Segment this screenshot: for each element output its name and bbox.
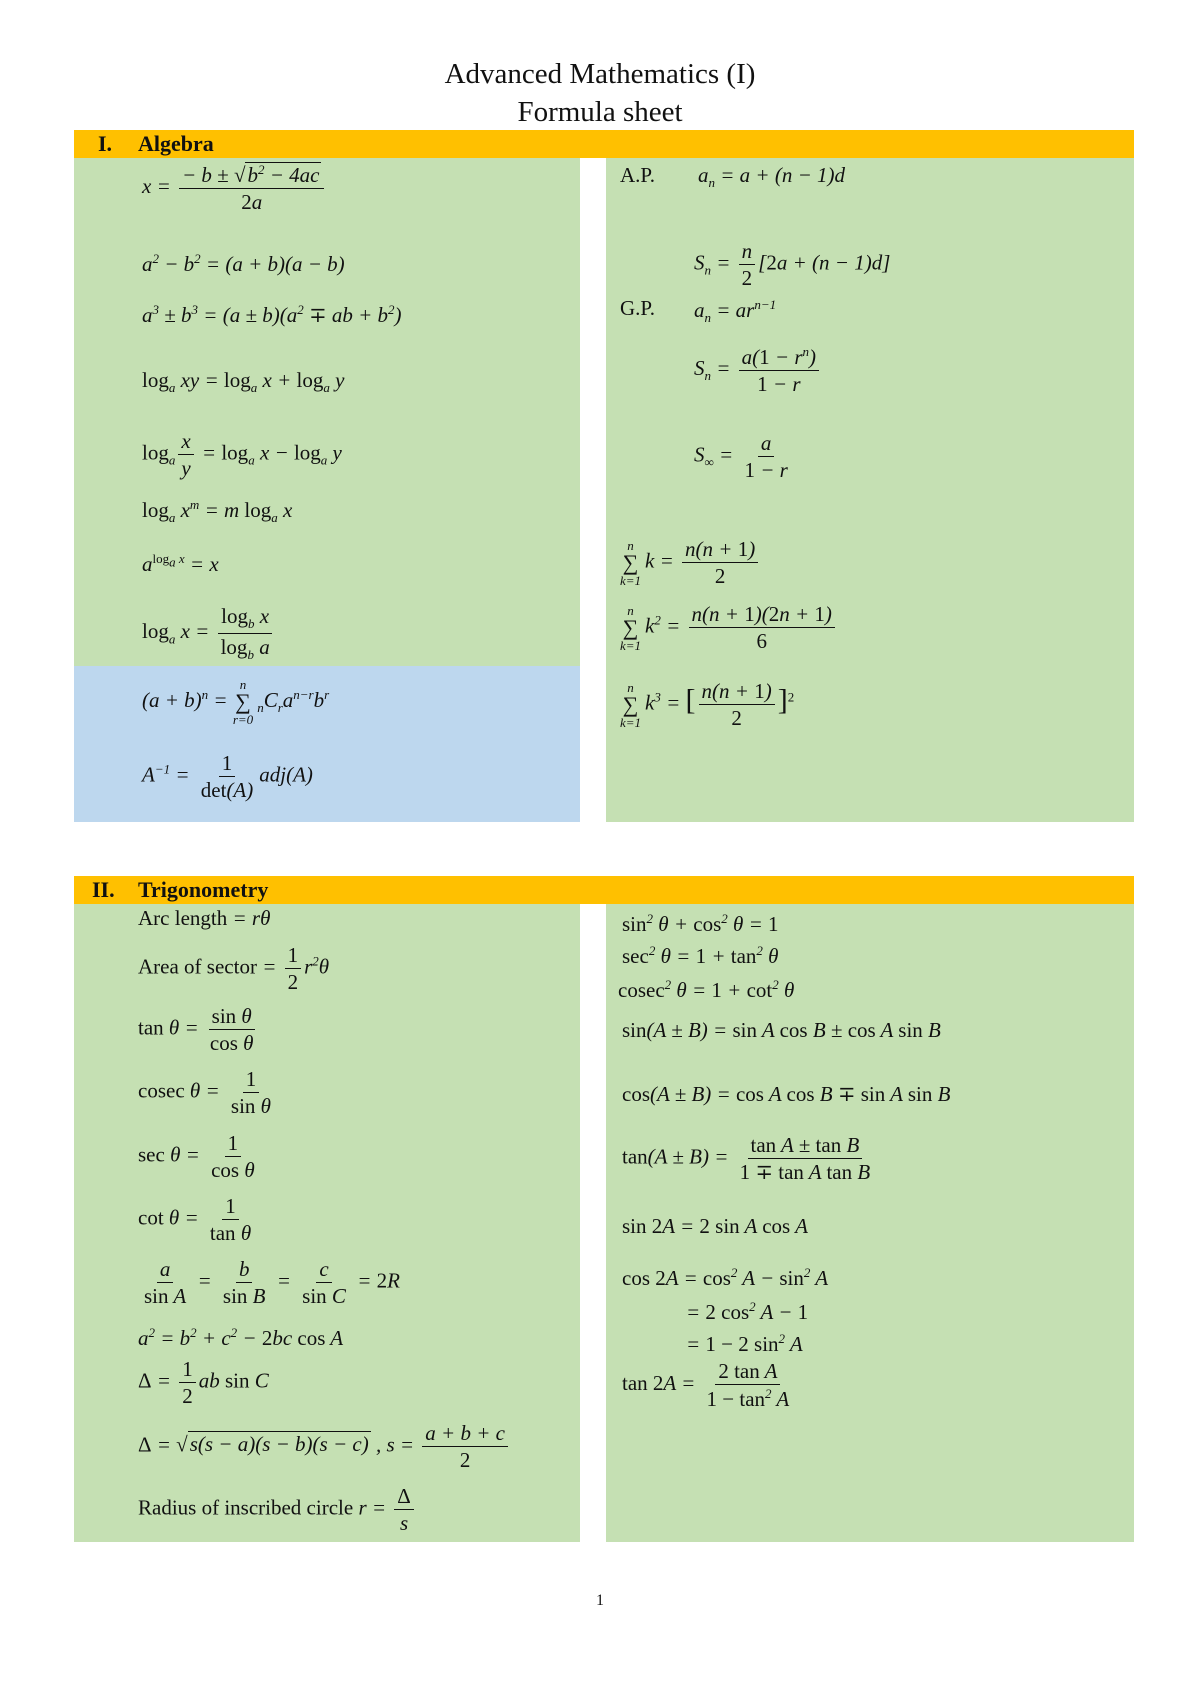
ap-sum: $S_n$ = $\frac{n}{2}$ [2a + (n − 1)d] xyxy=(694,239,891,291)
ap-nth-term: $a_n = a + (n - 1)d$ xyxy=(698,163,845,191)
gp-infinite-sum: $S_\infty$ = $\frac{a}{1 - r}$ xyxy=(694,431,788,483)
sum-k-squared: n ∑ k=1 $k^2$ = $\frac{n(n + 1)(2n + 1)}{6}$ xyxy=(620,603,838,652)
cosine-rule: $a^2 = b^2 + c^2 - 2bc$ cos A xyxy=(138,1325,344,1350)
area-sector-label: Area of sector xyxy=(138,954,257,979)
log-change-of-base: $\log_a x$ = $\frac{\log_b x}{\log_b a}$ xyxy=(142,605,276,662)
cos-double-angle-3: = 1 − 2 $\sin^2 A$ xyxy=(686,1331,803,1356)
section-number: I. xyxy=(98,131,113,156)
sin-double-angle: sin 2A = 2 sin A cos A xyxy=(622,1214,808,1238)
sum-k: n ∑ k=1 k = $\frac{n(n + 1)}{2}$ xyxy=(620,538,761,587)
sum-k-cubed: n ∑ k=1 $k^3$ = [ $\frac{n(n + 1)}{2}$ ]$^2$ xyxy=(620,679,795,731)
log-inverse: $a^{log_a x} = x$ xyxy=(142,551,219,576)
section-name: Trigonometry xyxy=(138,877,269,902)
page-title: Advanced Mathematics (I) xyxy=(444,58,756,90)
tan-compound-angle: tan(A ± B) = $\frac{\text{tan A ± tan B}}{\text{1 ∓ tan A tan B}}$ xyxy=(622,1133,871,1185)
section-number: II. xyxy=(92,877,115,902)
tan-double-angle: tan 2A = $\frac{\text{2 tan A}}{1 - \tan^2 A}$ xyxy=(622,1359,790,1412)
cot-identity: cot θ = $\frac{1}{\text{tan θ}}$ xyxy=(138,1194,252,1246)
gp-label: G.P. xyxy=(620,296,656,320)
area-of-sector: Area of sector = $\frac{1}{2}$ $r^2\theta$ xyxy=(138,943,330,995)
cosec-identity: cosec θ = $\frac{1}{\text{sin θ}}$ xyxy=(138,1067,271,1119)
section-header-trigonometry xyxy=(74,876,1134,904)
ap-label: A.P. xyxy=(620,163,656,187)
page-subtitle: Formula sheet xyxy=(517,96,683,128)
quadratic-formula: x = $\frac{- b \pm √b^2 - 4ac}{2a}$ xyxy=(142,163,327,213)
pythagorean-identity: $\sin^2 \theta + \cos^2 \theta = 1$ xyxy=(622,911,779,936)
page-number: 1 xyxy=(596,1592,604,1609)
sine-rule: $\frac{a}{\text{sin A}}$ = $\frac{b}{\text{sin B}}$ = $\frac{c}{\text{sin C}}$ = 2R xyxy=(144,1257,400,1309)
gp-nth-term: $a_n = ar^{n-1}$ xyxy=(694,297,777,326)
sec-identity: sec θ = $\frac{1}{\text{cos θ}}$ xyxy=(138,1131,255,1183)
cosec-cot-identity: cosec$^2$ $\theta = 1 + \cot^2 \theta$ xyxy=(618,977,795,1002)
binomial-theorem: $(a + b)^n$ = n ∑ r=0 $_nC_ra^{n-r}b^r$ xyxy=(142,677,330,727)
section-header-algebra xyxy=(74,130,1134,158)
cos-compound-angle: cos(A ± B) = cos A cos B ∓ sin A sin B xyxy=(622,1082,951,1106)
arc-length-label: Arc length xyxy=(138,906,228,930)
sin-compound-angle: sin(A ± B) = sin A cos B ± cos A sin B xyxy=(622,1018,941,1042)
log-product: $\log_a$ xy = $\log_a x + \log_a y$ xyxy=(142,368,345,396)
inscribed-circle-radius: Radius of inscribed circle r = $\frac{\Delta}{s}$ xyxy=(138,1485,417,1534)
sec-tan-identity: $\sec^2 \theta = 1 + \tan^2 \theta$ xyxy=(622,943,779,968)
cos-double-angle-1: $\cos 2A = \cos^2 A - \sin^2 A$ xyxy=(622,1265,829,1290)
tan-identity: tan θ = $\frac{\text{sin θ}}{\text{cos θ}}$ xyxy=(138,1004,254,1056)
gp-sum: $S_n$ = $\frac{a(1 - r^n)}{1 - r}$ xyxy=(694,345,822,395)
radius-inscribed-label: Radius of inscribed circle xyxy=(138,1495,354,1520)
inverse-matrix: $A^{-1}$ = 1 det(A) adj(A) xyxy=(142,751,313,803)
triangle-area: Δ = $\frac{1}{2}$ ab sin C xyxy=(138,1357,269,1409)
log-quotient: $\log_a$ $\frac{x}{y}$ = $\log_a x - \log_a y$ xyxy=(142,429,342,481)
herons-formula: Δ = √s(s − a)(s − b)(s − c) , s = $\frac{a + b + c}{2}$ xyxy=(138,1422,511,1471)
arc-length: Arc length = rθ xyxy=(138,906,271,930)
cos-double-angle-2: = 2 $\cos^2 A - 1$ xyxy=(686,1299,809,1324)
log-power: $\log_a x^m = m$ $\log_a x$ xyxy=(142,497,293,526)
difference-of-squares: $a^2 - b^2 = (a + b)(a - b)$ xyxy=(142,251,345,276)
algebra-left-panel xyxy=(74,158,580,666)
sum-of-cubes: $a^3 \pm b^3 = (a \pm b)(a^2$ ∓ ab + $b^2$) xyxy=(142,302,402,327)
section-name: Algebra xyxy=(138,131,214,156)
